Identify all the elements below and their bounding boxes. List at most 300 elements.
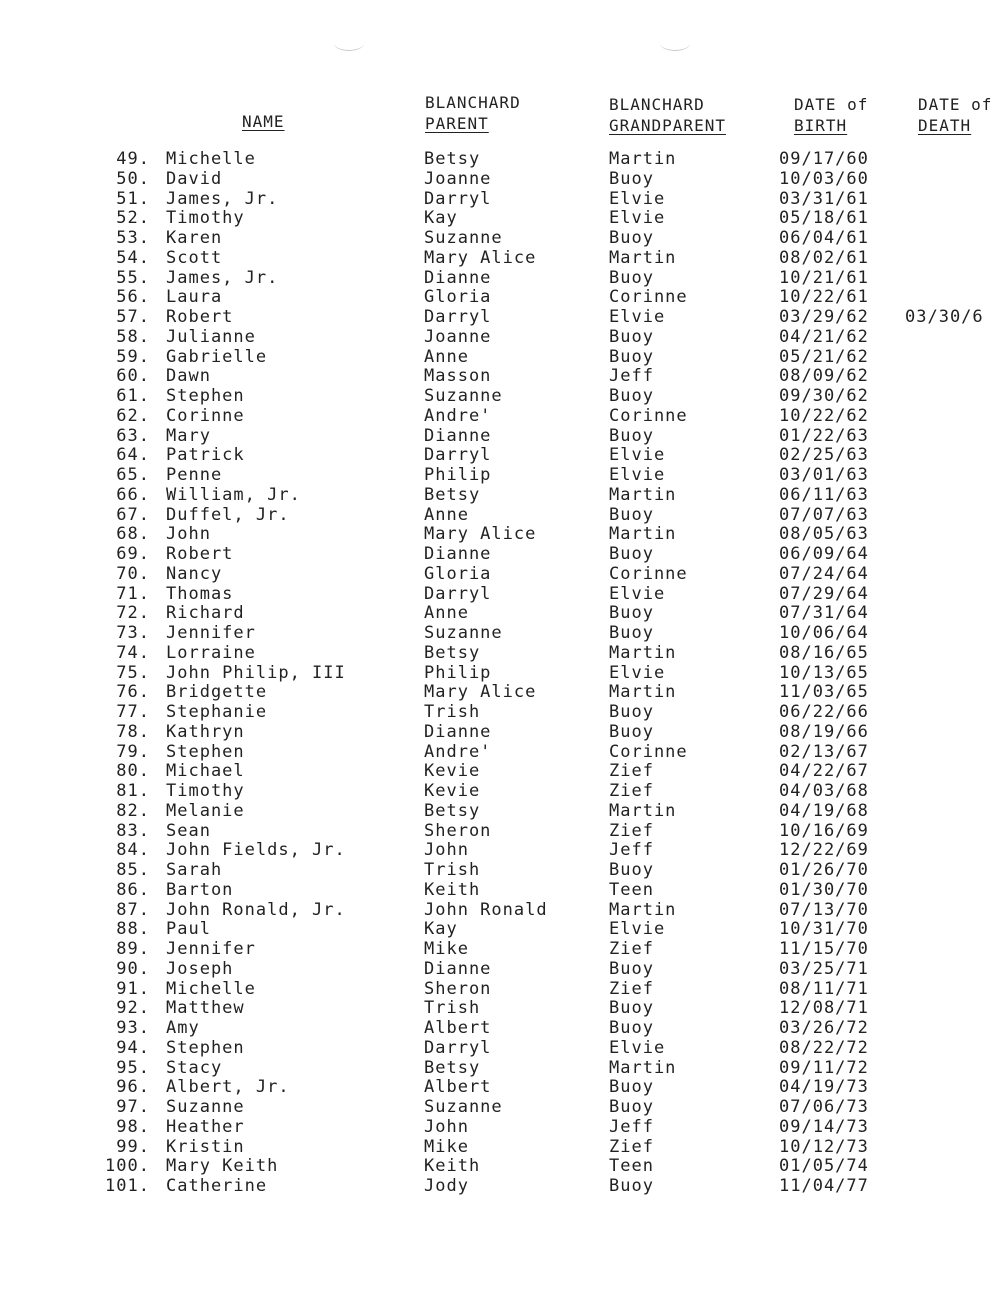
entry-name: Kristin	[166, 1136, 245, 1157]
entry-birth-date: 08/16/65	[779, 642, 869, 663]
entry-parent: Dianne	[424, 425, 492, 446]
table-row	[0, 208, 992, 228]
entry-grandparent: Elvie	[609, 1037, 666, 1058]
entry-parent: Masson	[424, 366, 492, 387]
entry-grandparent: Zief	[609, 978, 654, 999]
table-row	[0, 366, 992, 386]
entry-birth-date: 10/12/73	[779, 1136, 869, 1157]
entry-number: 76.	[116, 682, 150, 703]
entry-name: Karen	[166, 228, 223, 248]
entry-number: 95.	[116, 1057, 150, 1078]
entry-parent: Suzanne	[424, 228, 503, 248]
entry-number: 54.	[116, 247, 150, 268]
entry-number: 56.	[116, 287, 150, 308]
entry-birth-date: 03/29/62	[779, 307, 869, 327]
table-row	[0, 169, 992, 189]
entry-grandparent: Zief	[609, 761, 654, 782]
entry-death-date: 03/30/6	[905, 307, 984, 327]
entry-grandparent: Buoy	[609, 702, 654, 722]
table-row	[0, 1038, 992, 1058]
entry-parent: Albert	[424, 1077, 492, 1098]
entry-birth-date: 01/05/74	[779, 1156, 869, 1177]
entry-grandparent: Elvie	[609, 307, 666, 327]
entry-name: James, Jr.	[166, 188, 279, 209]
entry-birth-date: 04/21/62	[779, 326, 869, 347]
table-row	[0, 840, 992, 860]
entry-number: 93.	[116, 1018, 150, 1038]
table-row	[0, 248, 992, 268]
entry-number: 90.	[116, 958, 150, 979]
entry-grandparent: Zief	[609, 939, 654, 959]
entry-birth-date: 10/21/61	[779, 267, 869, 288]
entry-birth-date: 10/16/69	[779, 820, 869, 841]
entry-number: 79.	[116, 741, 150, 762]
entry-parent: Albert	[424, 1018, 492, 1038]
header-parent-line2: PARENT	[425, 114, 489, 133]
entry-name: Michelle	[166, 149, 256, 169]
header-grandparent-line1: BLANCHARD	[609, 95, 705, 114]
entry-number: 94.	[116, 1037, 150, 1058]
table-row	[0, 1097, 992, 1117]
entry-name: Patrick	[166, 445, 245, 466]
table-row	[0, 1176, 992, 1196]
entry-grandparent: Buoy	[609, 267, 654, 288]
entry-number: 96.	[116, 1077, 150, 1098]
entry-parent: Mary Alice	[424, 682, 537, 703]
entry-birth-date: 10/13/65	[779, 662, 869, 683]
entry-parent: Dianne	[424, 958, 492, 979]
entry-grandparent: Buoy	[609, 386, 654, 406]
entry-grandparent: Corinne	[609, 741, 688, 762]
entry-grandparent: Martin	[609, 484, 677, 505]
entry-grandparent: Jeff	[609, 1116, 654, 1137]
entry-number: 49.	[116, 149, 150, 169]
entry-parent: Betsy	[424, 642, 481, 663]
entry-birth-date: 06/11/63	[779, 484, 869, 505]
entry-birth-date: 09/11/72	[779, 1057, 869, 1078]
entry-name: Richard	[166, 603, 245, 624]
entry-birth-date: 08/19/66	[779, 721, 869, 742]
table-row	[0, 1058, 992, 1078]
entry-number: 88.	[116, 919, 150, 940]
entry-name: Penne	[166, 465, 223, 485]
entry-name: Corinne	[166, 405, 245, 426]
entry-number: 64.	[116, 445, 150, 466]
entry-grandparent: Buoy	[609, 425, 654, 446]
entry-parent: Suzanne	[424, 386, 503, 406]
table-row	[0, 445, 992, 465]
entry-grandparent: Buoy	[609, 603, 654, 624]
entry-parent: Keith	[424, 879, 481, 900]
entry-name: Mary	[166, 425, 211, 446]
entry-parent: John	[424, 1116, 469, 1137]
entry-parent: Jody	[424, 1176, 469, 1196]
header-birth-line2: BIRTH	[794, 116, 848, 135]
entry-parent: Mike	[424, 939, 469, 959]
entry-number: 86.	[116, 879, 150, 900]
entry-parent: Andre'	[424, 741, 492, 762]
entry-number: 100.	[105, 1156, 150, 1177]
header-name-label: NAME	[242, 112, 285, 131]
entry-name: William, Jr.	[166, 484, 301, 505]
table-row	[0, 959, 992, 979]
entry-birth-date: 07/24/64	[779, 563, 869, 584]
entry-parent: Kevie	[424, 781, 481, 801]
entry-name: Sarah	[166, 860, 223, 880]
entry-grandparent: Martin	[609, 524, 677, 545]
entry-number: 57.	[116, 307, 150, 327]
entry-parent: Mary Alice	[424, 247, 537, 268]
entry-birth-date: 12/08/71	[779, 998, 869, 1019]
entry-grandparent: Buoy	[609, 1176, 654, 1196]
entry-number: 91.	[116, 978, 150, 999]
entry-grandparent: Teen	[609, 1156, 654, 1177]
entry-number: 70.	[116, 563, 150, 584]
entry-parent: Gloria	[424, 287, 492, 308]
column-header-row	[0, 92, 992, 140]
entry-number: 80.	[116, 761, 150, 782]
entry-grandparent: Martin	[609, 149, 677, 169]
table-row	[0, 643, 992, 663]
entry-number: 98.	[116, 1116, 150, 1137]
entry-name: Stephen	[166, 386, 245, 406]
entry-name: Melanie	[166, 800, 245, 821]
entry-birth-date: 10/22/61	[779, 287, 869, 308]
entry-birth-date: 08/11/71	[779, 978, 869, 999]
entry-number: 74.	[116, 642, 150, 663]
entry-birth-date: 02/25/63	[779, 445, 869, 466]
entry-grandparent: Corinne	[609, 563, 688, 584]
entry-number: 84.	[116, 840, 150, 861]
table-row	[0, 860, 992, 880]
entry-grandparent: Martin	[609, 1057, 677, 1078]
table-row	[0, 347, 992, 367]
family-list	[0, 149, 992, 1196]
entry-grandparent: Martin	[609, 642, 677, 663]
entry-parent: Betsy	[424, 800, 481, 821]
entry-number: 52.	[116, 208, 150, 229]
header-grandparent	[609, 94, 726, 136]
entry-number: 62.	[116, 405, 150, 426]
entry-number: 51.	[116, 188, 150, 209]
table-row	[0, 761, 992, 781]
entry-grandparent: Martin	[609, 800, 677, 821]
table-row	[0, 1117, 992, 1137]
table-row	[0, 287, 992, 307]
entry-parent: Philip	[424, 662, 492, 683]
entry-name: Jennifer	[166, 623, 256, 643]
entry-name: Stephen	[166, 741, 245, 762]
table-row	[0, 880, 992, 900]
entry-birth-date: 05/18/61	[779, 208, 869, 229]
table-row	[0, 663, 992, 683]
entry-number: 82.	[116, 800, 150, 821]
entry-number: 59.	[116, 346, 150, 367]
entry-birth-date: 01/30/70	[779, 879, 869, 900]
entry-birth-date: 07/06/73	[779, 1097, 869, 1117]
table-row	[0, 682, 992, 702]
entry-birth-date: 10/22/62	[779, 405, 869, 426]
table-row	[0, 900, 992, 920]
entry-parent: Darryl	[424, 188, 492, 209]
table-row	[0, 268, 992, 288]
entry-birth-date: 12/22/69	[779, 840, 869, 861]
entry-birth-date: 06/04/61	[779, 228, 869, 248]
entry-name: Mary Keith	[166, 1156, 279, 1177]
table-row	[0, 406, 992, 426]
entry-grandparent: Zief	[609, 820, 654, 841]
entry-parent: Trish	[424, 998, 481, 1019]
entry-parent: Joanne	[424, 326, 492, 347]
entry-name: Nancy	[166, 563, 223, 584]
entry-name: Lorraine	[166, 642, 256, 663]
entry-parent: Darryl	[424, 1037, 492, 1058]
table-row	[0, 386, 992, 406]
entry-name: John	[166, 524, 211, 545]
entry-grandparent: Buoy	[609, 228, 654, 248]
entry-name: David	[166, 168, 223, 189]
header-name	[242, 111, 285, 132]
entry-birth-date: 09/17/60	[779, 149, 869, 169]
table-row	[0, 189, 992, 209]
table-row	[0, 307, 992, 327]
entry-parent: Trish	[424, 860, 481, 880]
table-row	[0, 149, 992, 169]
header-parent-line1: BLANCHARD	[425, 93, 521, 112]
entry-birth-date: 03/25/71	[779, 958, 869, 979]
entry-name: Jennifer	[166, 939, 256, 959]
entry-name: Laura	[166, 287, 223, 308]
entry-parent: Kevie	[424, 761, 481, 782]
entry-grandparent: Martin	[609, 682, 677, 703]
entry-parent: Kay	[424, 208, 458, 229]
table-row	[0, 742, 992, 762]
entry-birth-date: 11/04/77	[779, 1176, 869, 1196]
entry-grandparent: Buoy	[609, 721, 654, 742]
entry-parent: Dianne	[424, 544, 492, 564]
entry-name: Timothy	[166, 208, 245, 229]
table-row	[0, 485, 992, 505]
entry-name: Gabrielle	[166, 346, 268, 367]
entry-grandparent: Buoy	[609, 544, 654, 564]
entry-number: 92.	[116, 998, 150, 1019]
entry-number: 63.	[116, 425, 150, 446]
entry-grandparent: Buoy	[609, 168, 654, 189]
table-row	[0, 584, 992, 604]
table-row	[0, 426, 992, 446]
entry-parent: Mike	[424, 1136, 469, 1157]
entry-number: 61.	[116, 386, 150, 406]
entry-birth-date: 06/09/64	[779, 544, 869, 564]
entry-grandparent: Buoy	[609, 860, 654, 880]
table-row	[0, 505, 992, 525]
table-row	[0, 524, 992, 544]
punch-hole-mark	[334, 36, 364, 51]
entry-name: Scott	[166, 247, 223, 268]
entry-name: Robert	[166, 544, 234, 564]
entry-name: Dawn	[166, 366, 211, 387]
entry-number: 97.	[116, 1097, 150, 1117]
entry-parent: Dianne	[424, 721, 492, 742]
entry-birth-date: 06/22/66	[779, 702, 869, 722]
entry-number: 67.	[116, 504, 150, 525]
entry-grandparent: Buoy	[609, 1097, 654, 1117]
entry-number: 81.	[116, 781, 150, 801]
entry-birth-date: 08/02/61	[779, 247, 869, 268]
entry-grandparent: Corinne	[609, 405, 688, 426]
table-row	[0, 623, 992, 643]
entry-grandparent: Buoy	[609, 998, 654, 1019]
entry-birth-date: 05/21/62	[779, 346, 869, 367]
entry-grandparent: Elvie	[609, 662, 666, 683]
table-row	[0, 228, 992, 248]
entry-name: Barton	[166, 879, 234, 900]
entry-parent: Anne	[424, 504, 469, 525]
entry-name: Julianne	[166, 326, 256, 347]
entry-grandparent: Buoy	[609, 1077, 654, 1098]
entry-number: 60.	[116, 366, 150, 387]
table-row	[0, 1156, 992, 1176]
entry-birth-date: 04/19/73	[779, 1077, 869, 1098]
entry-number: 55.	[116, 267, 150, 288]
entry-birth-date: 09/30/62	[779, 386, 869, 406]
entry-number: 68.	[116, 524, 150, 545]
entry-name: Heather	[166, 1116, 245, 1137]
entry-number: 78.	[116, 721, 150, 742]
entry-name: Timothy	[166, 781, 245, 801]
table-row	[0, 327, 992, 347]
entry-grandparent: Elvie	[609, 465, 666, 485]
entry-parent: Anne	[424, 603, 469, 624]
entry-grandparent: Buoy	[609, 623, 654, 643]
table-row	[0, 564, 992, 584]
entry-parent: Betsy	[424, 149, 481, 169]
entry-grandparent: Teen	[609, 879, 654, 900]
entry-birth-date: 04/19/68	[779, 800, 869, 821]
entry-birth-date: 10/06/64	[779, 623, 869, 643]
entry-grandparent: Elvie	[609, 583, 666, 604]
entry-number: 85.	[116, 860, 150, 880]
entry-birth-date: 04/03/68	[779, 781, 869, 801]
header-date-of-birth	[794, 94, 868, 136]
table-row	[0, 801, 992, 821]
entry-grandparent: Martin	[609, 247, 677, 268]
entry-number: 75.	[116, 662, 150, 683]
entry-grandparent: Elvie	[609, 208, 666, 229]
entry-number: 50.	[116, 168, 150, 189]
entry-name: Matthew	[166, 998, 245, 1019]
entry-parent: Suzanne	[424, 623, 503, 643]
entry-name: Joseph	[166, 958, 234, 979]
entry-name: Paul	[166, 919, 211, 940]
entry-parent: Trish	[424, 702, 481, 722]
entry-parent: Gloria	[424, 563, 492, 584]
entry-grandparent: Zief	[609, 1136, 654, 1157]
table-row	[0, 702, 992, 722]
entry-parent: Mary Alice	[424, 524, 537, 545]
table-row	[0, 919, 992, 939]
entry-grandparent: Buoy	[609, 346, 654, 367]
table-row	[0, 722, 992, 742]
entry-number: 83.	[116, 820, 150, 841]
entry-name: Stacy	[166, 1057, 223, 1078]
entry-birth-date: 09/14/73	[779, 1116, 869, 1137]
entry-birth-date: 02/13/67	[779, 741, 869, 762]
header-death-line1: DATE of	[918, 95, 992, 114]
entry-name: John Ronald, Jr.	[166, 899, 346, 920]
entry-parent: Dianne	[424, 267, 492, 288]
entry-name: Michelle	[166, 978, 256, 999]
entry-number: 89.	[116, 939, 150, 959]
entry-grandparent: Zief	[609, 781, 654, 801]
header-parent	[425, 92, 521, 134]
entry-parent: Joanne	[424, 168, 492, 189]
entry-parent: Betsy	[424, 484, 481, 505]
entry-parent: Anne	[424, 346, 469, 367]
entry-grandparent: Martin	[609, 899, 677, 920]
entry-birth-date: 03/31/61	[779, 188, 869, 209]
entry-birth-date: 07/07/63	[779, 504, 869, 525]
entry-birth-date: 11/15/70	[779, 939, 869, 959]
entry-birth-date: 07/31/64	[779, 603, 869, 624]
header-death-line2: DEATH	[918, 116, 972, 135]
entry-birth-date: 11/03/65	[779, 682, 869, 703]
entry-name: Amy	[166, 1018, 200, 1038]
table-row	[0, 998, 992, 1018]
entry-number: 66.	[116, 484, 150, 505]
entry-name: James, Jr.	[166, 267, 279, 288]
entry-parent: Andre'	[424, 405, 492, 426]
entry-name: Michael	[166, 761, 245, 782]
entry-parent: John Ronald	[424, 899, 548, 920]
entry-number: 72.	[116, 603, 150, 624]
entry-grandparent: Elvie	[609, 919, 666, 940]
table-row	[0, 979, 992, 999]
table-row	[0, 1077, 992, 1097]
table-row	[0, 1137, 992, 1157]
table-row	[0, 821, 992, 841]
entry-birth-date: 07/29/64	[779, 583, 869, 604]
entry-birth-date: 03/26/72	[779, 1018, 869, 1038]
entry-birth-date: 10/03/60	[779, 168, 869, 189]
header-date-of-death	[918, 94, 992, 136]
entry-parent: Keith	[424, 1156, 481, 1177]
entry-number: 69.	[116, 544, 150, 564]
entry-grandparent: Elvie	[609, 188, 666, 209]
table-row	[0, 544, 992, 564]
table-row	[0, 781, 992, 801]
entry-name: Thomas	[166, 583, 234, 604]
table-row	[0, 1018, 992, 1038]
entry-name: Catherine	[166, 1176, 268, 1196]
entry-parent: Betsy	[424, 1057, 481, 1078]
entry-birth-date: 08/22/72	[779, 1037, 869, 1058]
entry-name: Robert	[166, 307, 234, 327]
entry-grandparent: Buoy	[609, 1018, 654, 1038]
entry-name: John Fields, Jr.	[166, 840, 346, 861]
entry-number: 71.	[116, 583, 150, 604]
entry-parent: Darryl	[424, 445, 492, 466]
entry-grandparent: Corinne	[609, 287, 688, 308]
punch-hole-mark	[660, 36, 690, 51]
header-birth-line1: DATE of	[794, 95, 869, 114]
entry-grandparent: Buoy	[609, 326, 654, 347]
entry-number: 53.	[116, 228, 150, 248]
entry-parent: Sheron	[424, 820, 492, 841]
entry-name: Stephen	[166, 1037, 245, 1058]
entry-grandparent: Jeff	[609, 840, 654, 861]
entry-birth-date: 01/22/63	[779, 425, 869, 446]
